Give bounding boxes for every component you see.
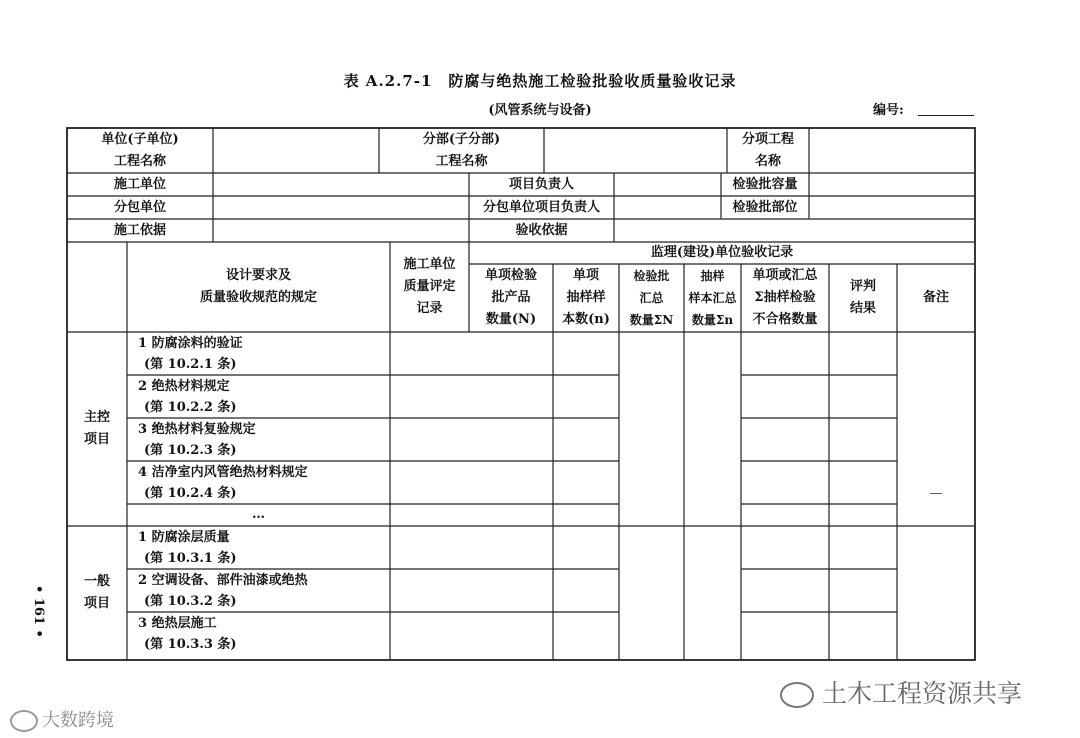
acceptance-basis-field[interactable] <box>614 219 975 242</box>
batch-capacity-label: 检验批容量 <box>732 176 798 192</box>
col1-line3: 数量(N) <box>485 312 537 327</box>
division-name-label <box>379 128 544 173</box>
sample-size-header <box>553 264 619 332</box>
col5-line3: 不合格数量 <box>752 312 818 327</box>
main-item-name: 1 防腐涂料的验证 <box>138 336 243 351</box>
watermark-right <box>780 674 1022 710</box>
nonconforming-header <box>741 264 829 332</box>
main-item-clause: (第 10.2.3 条) <box>144 443 237 458</box>
main-group-line2: 项目 <box>83 432 110 447</box>
main-item-name: 2 绝热材料规定 <box>138 379 230 394</box>
contractor-label: 施工单位 <box>113 176 166 192</box>
col1-line1: 单项检验 <box>484 268 537 283</box>
serial-number-label: 编号: <box>873 103 904 118</box>
col4-line1: 抽样 <box>700 269 725 283</box>
batch-location-label: 检验批部位 <box>732 199 798 215</box>
general-group-label <box>67 526 127 660</box>
general-item <box>138 527 237 569</box>
main-item <box>138 333 243 375</box>
general-item-name: 3 绝热层施工 <box>138 616 217 631</box>
col3-line3: 数量ΣN <box>629 313 674 327</box>
wechat-icon <box>780 682 814 708</box>
general-item-clause: (第 10.3.2 条) <box>144 594 237 609</box>
sub-project-manager-field[interactable] <box>614 196 721 219</box>
division-label-line2: 工程名称 <box>435 153 488 169</box>
page-number: • 161 • <box>31 585 46 638</box>
main-item <box>138 419 256 461</box>
contractor-eval-line2: 质量评定 <box>403 279 456 294</box>
design-header-line1: 设计要求及 <box>225 268 291 283</box>
subcontractor-label: 分包单位 <box>113 199 166 215</box>
col4-line2: 样本汇总 <box>688 291 737 305</box>
batch-location-field[interactable] <box>809 196 975 219</box>
judge-line2: 结果 <box>849 301 876 316</box>
col2-line3: 本数(n) <box>562 312 610 327</box>
remark-dash: — <box>929 486 943 501</box>
col2-line2: 抽样样 <box>566 290 606 305</box>
main-item-clause: (第 10.2.2 条) <box>144 400 237 415</box>
col4-line3: 数量Σn <box>691 313 734 327</box>
general-item <box>138 613 237 655</box>
unit-project-name-field[interactable] <box>213 128 379 173</box>
design-requirements-header <box>127 242 390 332</box>
main-item-clause: (第 10.2.1 条) <box>144 357 237 372</box>
acceptance-basis-label: 验收依据 <box>515 222 568 238</box>
main-item-name: 4 洁净室内风管绝热材料规定 <box>138 465 308 480</box>
construction-basis-field[interactable] <box>213 219 469 242</box>
subitem-name-label <box>727 128 809 173</box>
general-item-name: 1 防腐涂层质量 <box>138 530 230 545</box>
col1-line2: 批产品 <box>491 290 531 305</box>
contractor-eval-line1: 施工单位 <box>403 257 456 272</box>
subitem-name-field[interactable] <box>809 128 975 173</box>
subitem-label-line1: 分项工程 <box>741 131 794 147</box>
more-items-ellipsis: … <box>252 507 265 522</box>
watermark-right-text: 土木工程资源共享 <box>822 679 1023 708</box>
col5-line1: 单项或汇总 <box>752 268 818 283</box>
project-manager-field[interactable] <box>614 173 721 196</box>
col2-line1: 单项 <box>572 268 599 283</box>
main-item <box>138 376 237 418</box>
general-group-line2: 项目 <box>83 596 110 611</box>
main-item-name: 3 绝热材料复验规定 <box>138 422 256 437</box>
general-group-line1: 一般 <box>83 574 110 589</box>
document-title: 表 A.2.7-1 防腐与绝热施工检验批验收质量验收记录 <box>343 72 737 90</box>
main-item <box>138 462 308 504</box>
unit-label-line1: 单位(子单位) <box>101 131 179 147</box>
sub-project-manager-label: 分包单位项目负责人 <box>482 199 600 215</box>
construction-basis-label: 施工依据 <box>113 222 166 238</box>
watermark-left <box>10 706 114 732</box>
main-group-line1: 主控 <box>83 410 110 425</box>
division-name-field[interactable] <box>544 128 727 173</box>
main-item-clause: (第 10.2.4 条) <box>144 486 237 501</box>
general-item-name: 2 空调设备、部件油漆或绝热 <box>138 573 308 588</box>
batch-total-header <box>619 264 684 332</box>
unit-label-line2: 工程名称 <box>113 153 166 169</box>
col5-line2: Σ抽样检验 <box>754 290 816 305</box>
supervision-record-header: 监理(建设)单位验收记录 <box>650 245 794 260</box>
watermark-left-text: 大数跨境 <box>42 710 114 731</box>
subcontractor-field[interactable] <box>213 196 469 219</box>
project-manager-label: 项目负责人 <box>508 176 574 192</box>
main-control-group-label <box>67 332 127 526</box>
contractor-evaluation-header <box>390 242 469 332</box>
unit-project-name-label <box>67 128 213 173</box>
col3-line2: 汇总 <box>639 291 664 305</box>
subitem-label-line2: 名称 <box>754 153 781 169</box>
remark-header: 备注 <box>922 290 949 305</box>
batch-capacity-field[interactable] <box>809 173 975 196</box>
general-item <box>138 570 308 612</box>
contractor-eval-line3: 记录 <box>416 301 443 316</box>
design-header-line2: 质量验收规范的规定 <box>199 290 317 305</box>
watermark-logo-icon <box>10 710 38 732</box>
document-subtitle: (风管系统与设备) <box>488 103 592 118</box>
judge-line1: 评判 <box>849 279 876 294</box>
general-item-clause: (第 10.3.3 条) <box>144 637 237 652</box>
batch-quantity-header <box>469 264 553 332</box>
contractor-field[interactable] <box>213 173 469 196</box>
general-item-clause: (第 10.3.1 条) <box>144 551 237 566</box>
division-label-line1: 分部(子分部) <box>422 131 501 147</box>
col3-line1: 检验批 <box>633 269 670 283</box>
sample-total-header <box>684 264 741 332</box>
judgement-header <box>829 264 897 332</box>
